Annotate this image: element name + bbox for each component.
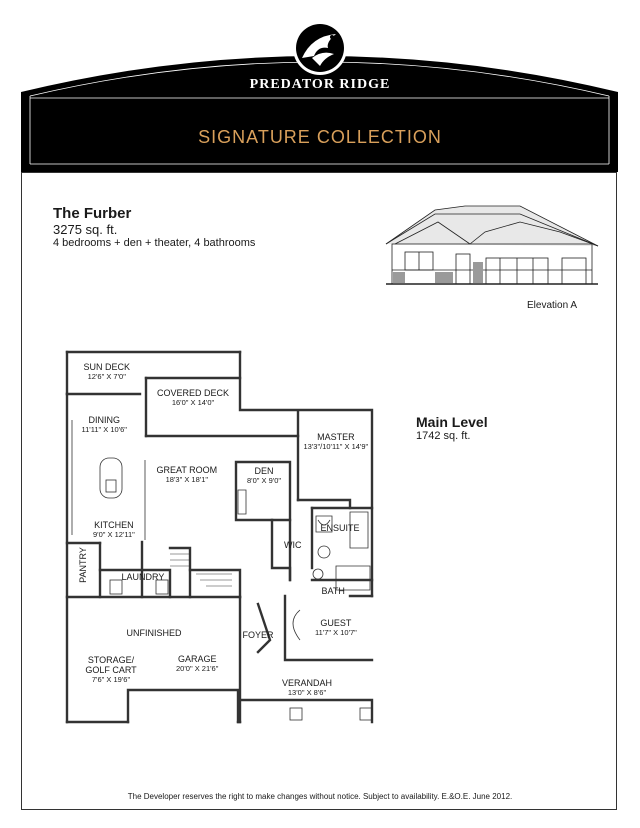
room-name: GUEST xyxy=(320,618,352,628)
collection-title: SIGNATURE COLLECTION xyxy=(198,127,442,147)
room-dimensions: 11'11" X 10'6" xyxy=(81,425,127,434)
room-label-storage-golf-cart xyxy=(81,655,141,685)
room-dimensions: 8'0" X 9'0" xyxy=(247,476,282,485)
room-label-unfinished xyxy=(127,628,182,638)
elevation-label: Elevation A xyxy=(527,300,578,311)
room-label-kitchen xyxy=(93,520,135,540)
room-name: WIC xyxy=(284,540,302,550)
room-label-verandah xyxy=(282,678,332,698)
room-label-master xyxy=(304,432,369,452)
level-name: Main Level xyxy=(416,414,488,430)
model-name: The Furber xyxy=(53,205,132,222)
room-name: PANTRY xyxy=(77,547,88,583)
room-label-dining xyxy=(82,415,127,435)
room-name: STORAGE/ GOLF CART xyxy=(85,655,137,675)
model-sqft: 3275 sq. ft. xyxy=(53,222,118,237)
room-name: MASTER xyxy=(317,432,355,442)
room-label-pantry xyxy=(78,547,88,583)
room-name: VERANDAH xyxy=(282,678,333,688)
room-name: UNFINISHED xyxy=(126,628,182,638)
room-name: GREAT ROOM xyxy=(156,465,218,475)
room-dimensions: 18'3" X 18'1" xyxy=(165,475,209,484)
room-name: DINING xyxy=(88,415,120,425)
room-label-laundry xyxy=(122,572,165,582)
room-label-ensuite xyxy=(321,523,360,533)
brand-name: PREDATOR RIDGE xyxy=(249,77,391,92)
room-name: COVERED DECK xyxy=(157,388,230,398)
room-name: FOYER xyxy=(242,630,274,640)
room-dimensions: 12'6" X 7'0" xyxy=(87,372,126,381)
room-label-wic xyxy=(284,540,302,550)
room-label-den xyxy=(247,466,281,486)
room-label-foyer xyxy=(243,630,274,640)
room-label-garage xyxy=(176,654,218,674)
room-name: ENSUITE xyxy=(320,523,360,533)
room-name: LAUNDRY xyxy=(121,572,165,582)
model-rooms: 4 bedrooms + den + theater, 4 bathrooms xyxy=(53,237,256,249)
footer-disclaimer: The Developer reserves the right to make changes without notice. Subject to availability. E.&O.E. June 2012. xyxy=(127,792,513,801)
room-name: GARAGE xyxy=(177,654,217,664)
room-dimensions: 13'3"/10'11" X 14'9" xyxy=(303,442,369,451)
room-dimensions: 9'0" X 12'11" xyxy=(93,530,135,539)
room-name: SUN DECK xyxy=(83,362,131,372)
room-name: BATH xyxy=(321,586,345,596)
room-dimensions: 20'0" X 21'6" xyxy=(176,664,219,673)
room-label-covered-deck xyxy=(157,388,229,408)
room-label-guest xyxy=(315,618,357,638)
room-dimensions: 13'0" X 8'6" xyxy=(287,688,327,697)
room-name: KITCHEN xyxy=(94,520,134,530)
level-sqft: 1742 sq. ft. xyxy=(416,430,471,442)
room-name: DEN xyxy=(254,466,274,476)
room-dimensions: 16'0" X 14'0" xyxy=(171,398,215,407)
room-dimensions: 11'7" X 10'7" xyxy=(315,628,357,637)
room-dimensions: 7'6" X 19'6" xyxy=(91,675,131,684)
room-label-sun-deck xyxy=(84,362,131,382)
room-label-great-room xyxy=(157,465,218,485)
room-label-bath xyxy=(322,586,345,596)
